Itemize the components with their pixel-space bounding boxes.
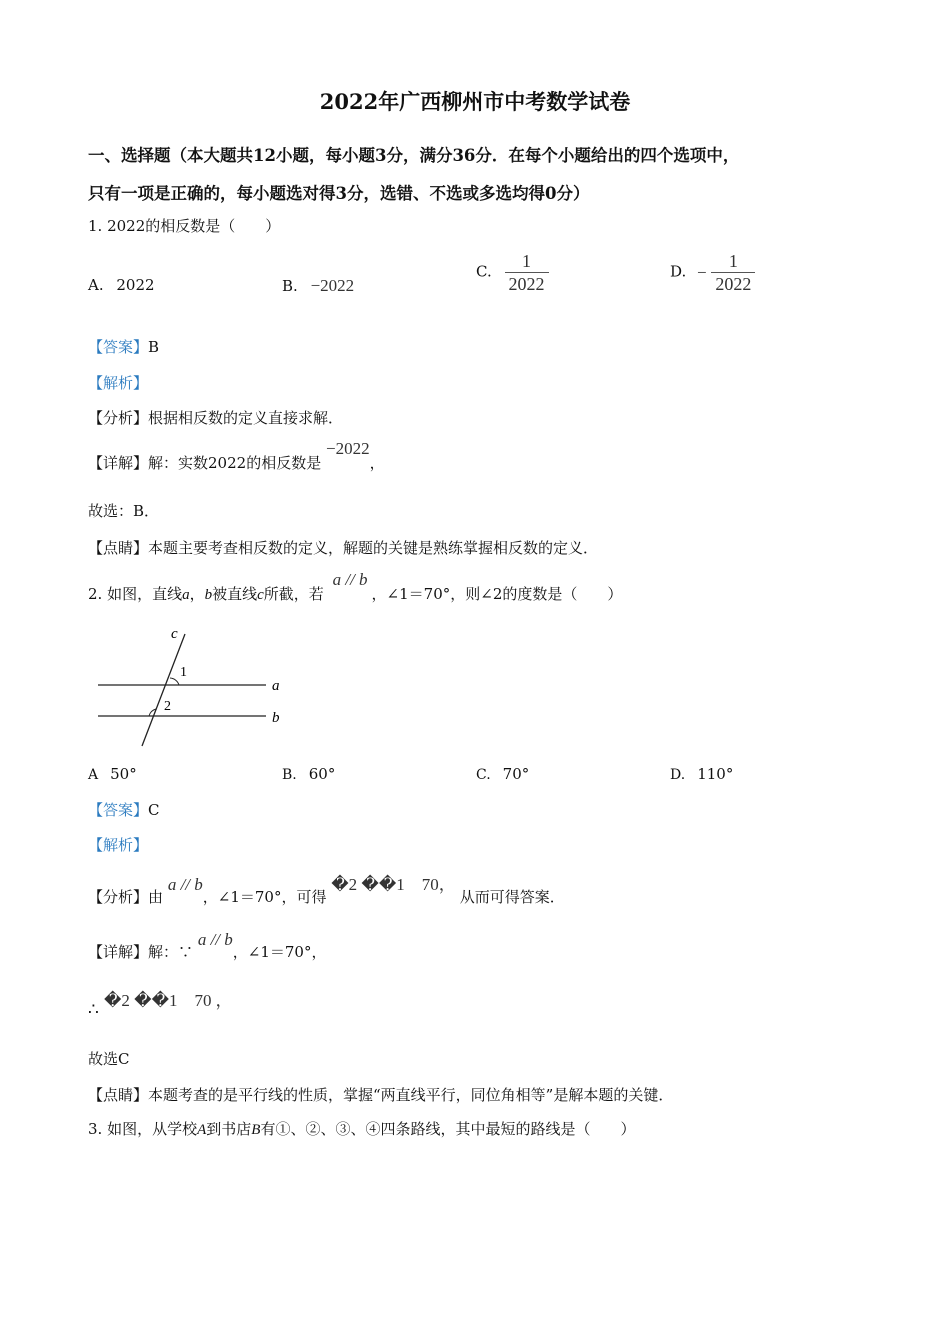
fenxi-text: ，∠1＝70°，可得: [202, 888, 327, 906]
stem-text: 被直线: [212, 585, 258, 603]
analysis-tag: 【解析】: [88, 374, 149, 392]
option-value: −2022: [310, 276, 355, 295]
stem-text: ，∠1＝70°，则∠2的度数是（ ）: [371, 585, 623, 603]
fraction-denominator: 2022: [505, 272, 549, 295]
stem-text: 有①、②、③、④四条路线，其中最短的路线是（ ）: [260, 1120, 636, 1138]
fenxi-text: 根据相反数的定义直接求解．: [148, 409, 344, 427]
answer-value: B: [148, 338, 160, 356]
q2-option-b: [282, 765, 335, 783]
q1-option-b: [282, 276, 354, 296]
q1-option-a: [88, 276, 155, 294]
q2-option-a: [88, 765, 137, 783]
math-comma: ，: [215, 991, 233, 1010]
label-angle-2: 2: [164, 699, 171, 714]
q1-fenxi: [88, 407, 343, 428]
page-title: 2022年广西柳州市中考数学试卷: [319, 89, 631, 114]
therefore-symbol: ∴: [88, 1000, 99, 1020]
stem-text: 所截，若: [263, 585, 324, 603]
stem-sep: ，: [189, 585, 205, 603]
label-a: a: [272, 678, 280, 694]
section-heading-line2: 只有一项是正确的，每小题选对得3分，选错、不选或多选均得0分）: [88, 184, 590, 203]
label-angle-1: 1: [180, 665, 187, 680]
option-value: 2022: [116, 276, 155, 294]
fenxi-text: 从而可得答案．: [459, 888, 565, 906]
answer-tag: 【答案】: [88, 338, 149, 356]
option-label: B.: [282, 767, 297, 783]
parallel-math: a // b: [332, 570, 368, 589]
option-value: 110°: [697, 765, 734, 783]
fraction: [505, 250, 549, 295]
fraction: [711, 250, 755, 295]
angle-math: �2 ��1 70: [104, 991, 212, 1010]
q1-detail: [88, 439, 385, 473]
angle-math: �2 ��1 70: [331, 875, 439, 894]
comment-tag: 【点睛】: [88, 539, 149, 557]
q2-analysis-tag: [88, 834, 148, 855]
option-label: C.: [476, 262, 492, 281]
fraction-numerator: 1: [522, 251, 531, 271]
fenxi-tag: 【分析】: [88, 888, 149, 906]
q2-stem: [88, 570, 623, 604]
fenxi-text: 由: [148, 888, 164, 906]
q1-option-d: [670, 250, 755, 295]
detail-tag: 【详解】: [88, 943, 149, 961]
option-label: A: [88, 767, 99, 783]
comment-text: 本题主要考查相反数的定义，解题的关键是熟练掌握相反数的定义．: [148, 539, 599, 557]
option-label: B.: [282, 277, 298, 295]
var-B: B: [251, 1122, 261, 1138]
comment-tag: 【点睛】: [88, 1086, 149, 1104]
label-c: c: [171, 626, 178, 642]
q1-analysis-tag: [88, 372, 148, 393]
q2-option-c: [476, 765, 529, 783]
fenxi-tag: 【分析】: [88, 409, 149, 427]
q1-answer: [88, 336, 159, 357]
minus-sign: −: [697, 262, 707, 282]
q2-option-d: [670, 765, 733, 783]
q2-therefore: [88, 986, 233, 1011]
detail-text: 解：实数2022的相反数是: [148, 454, 322, 472]
q2-choose: 故选C: [88, 1050, 130, 1068]
detail-post: ，: [369, 454, 385, 472]
section-heading-line1: 一、选择题（本大题共12小题，每小题3分，满分36分．在每个小题给出的四个选项中，: [88, 146, 740, 165]
parallel-math: a // b: [167, 875, 203, 894]
q1-option-c: [476, 250, 549, 295]
var-c: c: [257, 587, 264, 603]
fraction-numerator: 1: [728, 251, 738, 271]
answer-tag: 【答案】: [88, 801, 149, 819]
stem-text: 3. 如图，从学校: [88, 1120, 198, 1138]
option-label: C.: [476, 767, 491, 783]
var-A: A: [197, 1122, 207, 1138]
var-b: b: [204, 587, 213, 603]
option-label: D.: [670, 767, 686, 783]
parallel-lines-figure: [88, 620, 298, 755]
stem-text: 到书店: [206, 1120, 252, 1138]
stem-text: 2. 如图，直线: [88, 585, 183, 603]
var-a: a: [182, 587, 190, 603]
option-value: 70°: [502, 765, 530, 783]
angle1-arc: [170, 678, 179, 685]
option-label: A.: [88, 276, 104, 294]
q1-stem: 1. 2022的相反数是（ ）: [88, 217, 281, 235]
q2-comment: [88, 1084, 673, 1105]
option-label: D.: [670, 262, 687, 281]
detail-text: ，∠1＝70°，: [232, 943, 327, 961]
q2-detail: [88, 930, 327, 962]
detail-tag: 【详解】: [88, 454, 149, 472]
fraction-denominator: 2022: [711, 272, 755, 295]
q2-fenxi: [88, 875, 565, 907]
q3-stem: [88, 1118, 635, 1139]
parallel-math: a // b: [197, 930, 233, 949]
detail-text: 解：∵: [148, 943, 194, 961]
q1-comment: [88, 537, 598, 558]
math-comma: ，: [438, 875, 456, 894]
detail-math: −2022: [325, 439, 370, 458]
option-value: 50°: [110, 765, 137, 783]
line-c: [142, 634, 185, 746]
q2-answer: [88, 799, 160, 820]
option-value: 60°: [308, 765, 336, 783]
label-b: b: [272, 710, 280, 726]
comment-text: 本题考查的是平行线的性质，掌握“两直线平行，同位角相等”是解本题的关键．: [148, 1086, 674, 1104]
q1-choose: 故选：B．: [88, 502, 160, 520]
answer-value: C: [148, 801, 160, 819]
analysis-tag: 【解析】: [88, 836, 149, 854]
